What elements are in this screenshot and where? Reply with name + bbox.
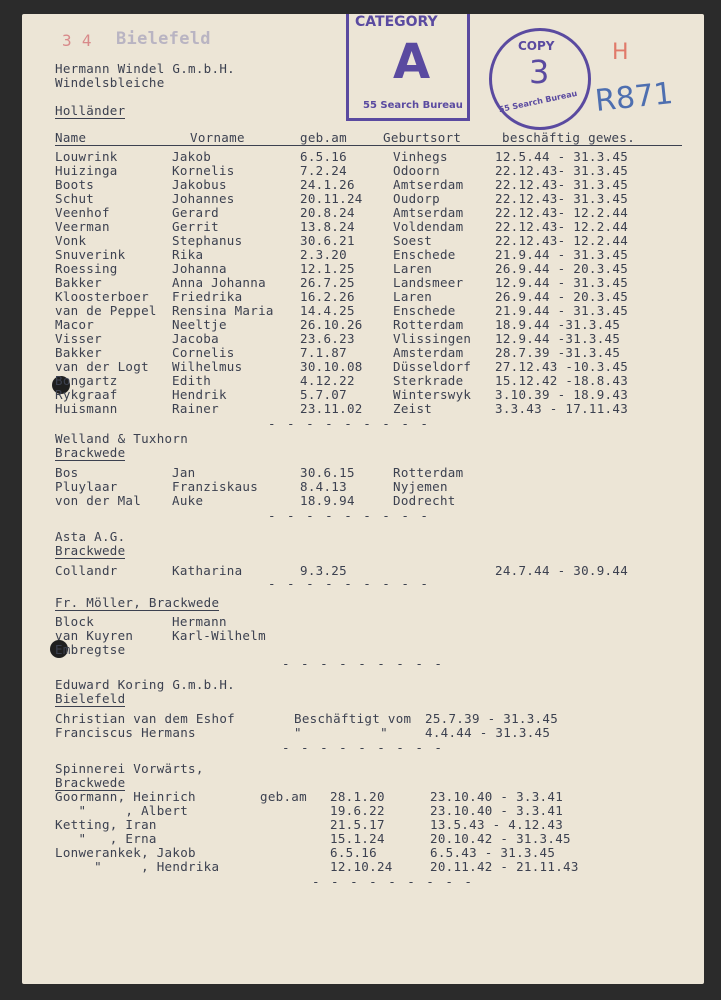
cell-ort: Düsseldorf	[393, 359, 472, 374]
cell-name: Huismann	[55, 401, 118, 416]
cell-name: Bakker	[55, 345, 102, 360]
cell-besch: 13.5.43 - 4.12.43	[430, 817, 564, 832]
cell-name: Visser	[55, 331, 102, 346]
cell-name: Roessing	[55, 261, 118, 276]
col-besch: beschäftig gewes.	[502, 130, 636, 145]
cell-name: Kloosterboer	[55, 289, 149, 304]
cell-vorname: Jacoba	[172, 331, 219, 346]
cell-besch: 3.10.39 - 18.9.43	[495, 387, 629, 402]
cell-name: Snuverink	[55, 247, 126, 262]
category-label: CATEGORY	[355, 14, 438, 30]
cell-name: Veerman	[55, 219, 110, 234]
cell-name: Goormann, Heinrich	[55, 789, 196, 804]
col-ort: Geburtsort	[383, 130, 462, 145]
cell-geb: 23.11.02	[300, 401, 363, 416]
firm6-name: Spinnerei Vorwärts,	[55, 761, 204, 776]
cell-ort: Nyjemen	[393, 479, 448, 494]
cell-vorname: Johanna	[172, 261, 227, 276]
cell-besch: 22.12.43- 12.2.44	[495, 233, 629, 248]
cell-vorname: Wilhelmus	[172, 359, 243, 374]
cell-label: " "	[294, 725, 388, 740]
cell-besch: 12.9.44 -31.3.45	[495, 331, 621, 346]
cell-name: van Kuyren	[55, 628, 134, 643]
cell-besch: 3.3.43 - 17.11.43	[495, 401, 629, 416]
cell-vorname: Stephanus	[172, 233, 243, 248]
cell-besch: 12.9.44 - 31.3.45	[495, 275, 629, 290]
cell-ort: Laren	[393, 289, 433, 304]
cell-ort: Enschede	[393, 247, 456, 262]
firm2-name: Welland & Tuxhorn	[55, 431, 189, 446]
col-name: Name	[55, 130, 87, 145]
cell-geb: 8.4.13	[300, 479, 347, 494]
cell-geb: 20.8.24	[300, 205, 355, 220]
cell-geb: 28.1.20	[330, 789, 385, 804]
cell-vorname: Jakobus	[172, 177, 227, 192]
col-vorname: Vorname	[190, 130, 245, 145]
cell-vorname: Friedrika	[172, 289, 243, 304]
cell-geb: 20.11.24	[300, 191, 363, 206]
cell-vorname: Edith	[172, 373, 212, 388]
cell-besch: 4.4.44 - 31.3.45	[425, 725, 551, 740]
cell-ort: Rotterdam	[393, 317, 464, 332]
cell-name: van der Logt	[55, 359, 149, 374]
cell-name: von der Mal	[55, 493, 142, 508]
cell-geb: 15.1.24	[330, 831, 385, 846]
cell-name: Embregtse	[55, 642, 126, 657]
cell-besch: 25.7.39 - 31.3.45	[425, 711, 559, 726]
copy-label: COPY	[518, 39, 555, 53]
cell-ort: Amsterdam	[393, 345, 464, 360]
cell-ort: Vinhegs	[393, 149, 448, 164]
firm5-place: Bielefeld	[55, 691, 126, 706]
cell-name: Bos	[55, 465, 79, 480]
geb-label: geb.am	[260, 789, 307, 804]
cell-vorname: Anna Johanna	[172, 275, 266, 290]
separator-4: - - - - - - - - -	[282, 656, 444, 671]
cell-geb: 26.10.26	[300, 317, 363, 332]
cell-ort: Amtserdam	[393, 177, 464, 192]
cell-vorname: Johannes	[172, 191, 235, 206]
firm3-place: Brackwede	[55, 543, 126, 558]
cell-besch: 22.12.43- 12.2.44	[495, 219, 629, 234]
cell-name: Collandr	[55, 563, 118, 578]
cell-besch: 20.10.42 - 31.3.45	[430, 831, 571, 846]
cell-geb: 30.10.08	[300, 359, 363, 374]
cell-vorname: Rainer	[172, 401, 219, 416]
cell-name: Christian van dem Eshof	[55, 711, 235, 726]
cell-vorname: Gerard	[172, 205, 219, 220]
cell-geb: 26.7.25	[300, 275, 355, 290]
cell-name: Pluylaar	[55, 479, 118, 494]
separator-3: - - - - - - - - -	[268, 576, 430, 591]
copy-stamp	[489, 28, 591, 130]
cell-geb: 30.6.15	[300, 465, 355, 480]
cell-geb: 30.6.21	[300, 233, 355, 248]
cell-geb: 14.4.25	[300, 303, 355, 318]
cell-name: Macor	[55, 317, 95, 332]
firm6-place: Brackwede	[55, 775, 126, 790]
cell-besch: 21.9.44 - 31.3.45	[495, 247, 629, 262]
cell-ort: Landsmeer	[393, 275, 464, 290]
cell-vorname: Katharina	[172, 563, 243, 578]
cell-besch: 28.7.39 -31.3.45	[495, 345, 621, 360]
page-number: 3 4	[62, 31, 92, 50]
cell-besch: 22.12.43- 31.3.45	[495, 177, 629, 192]
cell-geb: 12.1.25	[300, 261, 355, 276]
cell-besch: 15.12.42 -18.8.43	[495, 373, 629, 388]
cell-ort: Winterswyk	[393, 387, 472, 402]
header-city: Bielefeld	[116, 29, 211, 49]
separator-2: - - - - - - - - -	[268, 508, 430, 523]
cell-name: Bakker	[55, 275, 102, 290]
cell-name: Vonk	[55, 233, 87, 248]
copy-number: 3	[529, 53, 550, 91]
cell-geb: 6.5.16	[330, 845, 377, 860]
cell-besch: 22.12.43- 12.2.44	[495, 205, 629, 220]
cell-vorname: Hermann	[172, 614, 227, 629]
cell-vorname: Hendrik	[172, 387, 227, 402]
cell-name: Rykgraaf	[55, 387, 118, 402]
copy-bureau: 55 Search Bureau	[497, 88, 578, 115]
handwritten-ref: R871	[593, 76, 675, 119]
cell-name: Boots	[55, 177, 95, 192]
cell-name: Louwrink	[55, 149, 118, 164]
cell-besch: 26.9.44 - 20.3.45	[495, 289, 629, 304]
cell-vorname: Gerrit	[172, 219, 219, 234]
cell-ort: Laren	[393, 261, 433, 276]
cell-besch: 23.10.40 - 3.3.41	[430, 789, 564, 804]
cell-ort: Sterkrade	[393, 373, 464, 388]
cell-name: Ketting, Iran	[55, 817, 157, 832]
cell-besch: 24.7.44 - 30.9.44	[495, 563, 629, 578]
cell-geb: 24.1.26	[300, 177, 355, 192]
firm1-place: Windelsbleiche	[55, 75, 165, 90]
separator-1: - - - - - - - - -	[268, 416, 430, 431]
cell-ort: Soest	[393, 233, 433, 248]
cell-ort: Vlissingen	[393, 331, 472, 346]
cell-vorname: Jan	[172, 465, 196, 480]
cell-name: " , Erna	[55, 831, 157, 846]
cell-name: Franciscus Hermans	[55, 725, 196, 740]
cell-vorname: Kornelis	[172, 163, 235, 178]
cell-vorname: Karl-Wilhelm	[172, 628, 266, 643]
firm5-name: Eduward Koring G.m.b.H.	[55, 677, 235, 692]
category-letter: A	[393, 34, 431, 90]
cell-besch: 23.10.40 - 3.3.41	[430, 803, 564, 818]
cell-name: Veenhof	[55, 205, 110, 220]
cell-name: Block	[55, 614, 95, 629]
cell-vorname: Jakob	[172, 149, 212, 164]
firm3-name: Asta A.G.	[55, 529, 126, 544]
cell-name: van de Peppel	[55, 303, 157, 318]
cell-vorname: Rensina Maria	[172, 303, 274, 318]
cell-vorname: Auke	[172, 493, 204, 508]
cell-besch: 21.9.44 - 31.3.45	[495, 303, 629, 318]
cell-vorname: Neeltje	[172, 317, 227, 332]
cell-geb: 9.3.25	[300, 563, 347, 578]
cell-ort: Enschede	[393, 303, 456, 318]
separator-5: - - - - - - - - -	[282, 740, 444, 755]
handwritten-h: H	[612, 40, 629, 65]
cell-geb: 2.3.20	[300, 247, 347, 262]
cell-geb: 5.7.07	[300, 387, 347, 402]
cell-ort: Voldendam	[393, 219, 464, 234]
cell-geb: 23.6.23	[300, 331, 355, 346]
cell-label: Beschäftigt vom	[294, 711, 412, 726]
cell-name: Schut	[55, 191, 95, 206]
cell-geb: 21.5.17	[330, 817, 385, 832]
bureau-label: 55 Search Bureau	[363, 100, 463, 111]
cell-geb: 16.2.26	[300, 289, 355, 304]
cell-vorname: Rika	[172, 247, 204, 262]
firm2-place: Brackwede	[55, 445, 126, 460]
cell-besch: 12.5.44 - 31.3.45	[495, 149, 629, 164]
cell-vorname: Franziskaus	[172, 479, 259, 494]
cell-geb: 19.6.22	[330, 803, 385, 818]
separator-6: - - - - - - - - -	[312, 874, 474, 889]
cell-ort: Oudorp	[393, 191, 440, 206]
cell-besch: 26.9.44 - 20.3.45	[495, 261, 629, 276]
cell-geb: 13.8.24	[300, 219, 355, 234]
firm4-name: Fr. Möller, Brackwede	[55, 595, 220, 610]
cell-besch: 22.12.43- 31.3.45	[495, 163, 629, 178]
cell-geb: 18.9.94	[300, 493, 355, 508]
cell-name: Bongartz	[55, 373, 118, 388]
cell-besch: 6.5.43 - 31.3.45	[430, 845, 556, 860]
cell-ort: Amtserdam	[393, 205, 464, 220]
cell-ort: Rotterdam	[393, 465, 464, 480]
cell-ort: Dodrecht	[393, 493, 456, 508]
cell-name: " , Albert	[55, 803, 189, 818]
firm1-nation: Holländer	[55, 103, 126, 118]
cell-geb: 4.12.22	[300, 373, 355, 388]
cell-besch: 20.11.42 - 21.11.43	[430, 859, 579, 874]
category-stamp	[346, 14, 470, 121]
firm1-name: Hermann Windel G.m.b.H.	[55, 61, 235, 76]
cell-geb: 6.5.16	[300, 149, 347, 164]
cell-name: Huizinga	[55, 163, 118, 178]
cell-name: Lonwerankek, Jakob	[55, 845, 196, 860]
cell-besch: 27.12.43 -10.3.45	[495, 359, 629, 374]
col-geb: geb.am	[300, 130, 347, 145]
cell-besch: 18.9.44 -31.3.45	[495, 317, 621, 332]
cell-geb: 7.2.24	[300, 163, 347, 178]
cell-vorname: Cornelis	[172, 345, 235, 360]
cell-ort: Odoorn	[393, 163, 440, 178]
cell-geb: 12.10.24	[330, 859, 393, 874]
cell-name: " , Hendrika	[55, 859, 220, 874]
cell-ort: Zeist	[393, 401, 433, 416]
header-rule	[55, 145, 682, 146]
cell-besch: 22.12.43- 31.3.45	[495, 191, 629, 206]
cell-geb: 7.1.87	[300, 345, 347, 360]
